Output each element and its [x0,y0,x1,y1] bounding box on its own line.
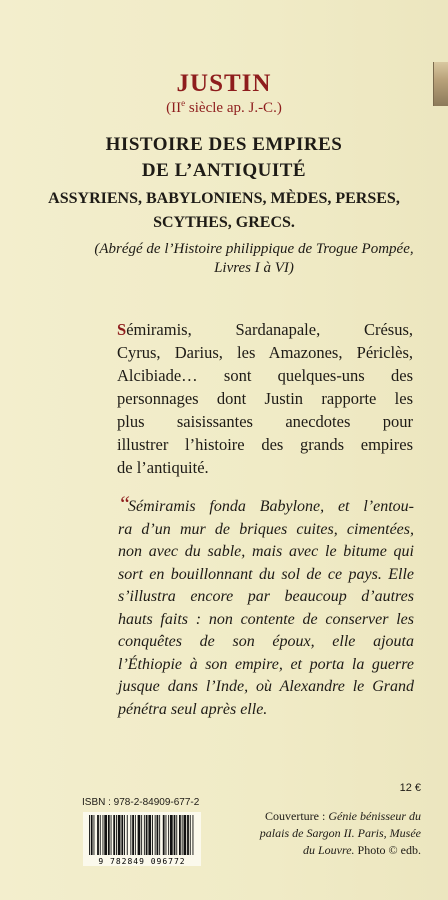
quote-line: sort en bouillonnant du sol de ce pays. Elle [118,565,414,583]
subtitle-peoples-line1: ASSYRIENS, BABYLONIENS, MÈDES, PERSES, [48,190,400,207]
barcode-bar [141,815,142,855]
barcode-bar [132,815,134,855]
book-title-line1: HISTOIRE DES EMPIRES [105,134,343,155]
quote-line: non avec du sable, mais avec le bitume qui [118,543,414,560]
summary-line-text: émiramis, Sardanapale, Crésus, [126,320,413,339]
barcode-bar [187,815,189,855]
abridgement-line2: Livres I à VI) [214,260,294,276]
credit-artwork-1: Génie bénisseur du [328,809,421,823]
abridgement-note [68,240,440,278]
opening-quote-mark: “ [118,491,131,516]
barcode-bar [108,815,110,855]
barcode-graphic [83,812,201,866]
barcode-bar [135,815,136,855]
barcode-bar [116,815,117,855]
barcode-digits: 9 782849 096772 [98,857,186,866]
barcode-bar [124,815,125,855]
quote-line: hauts faits : non contente de conserver les [118,610,414,628]
barcode-bar [157,815,159,855]
summary-line: personnages dont Justin rapporte les [117,389,413,408]
barcode-bar [121,815,123,855]
summary-line: illustrer l’histoire des grands empires [117,435,413,454]
barcode-bar [163,815,165,855]
excerpt-quote [118,491,414,721]
credit-line1 [221,808,421,825]
barcode-bar [113,815,115,855]
author-era [0,98,448,117]
barcode [83,812,201,866]
barcode-bar [179,815,181,855]
summary-paragraph [117,318,413,479]
summary-line [117,318,413,341]
cover-credit [221,808,421,859]
barcode-bar [155,815,156,855]
barcode-bar [174,815,176,855]
quote-line: l’Éthiopie à son empire, et porta la guerre [118,655,414,673]
barcode-bar [182,815,183,855]
barcode-bar [144,815,145,855]
barcode-bar [111,815,112,855]
summary-line: Alcibiade… sont quelques-uns des [117,366,413,385]
price-label: 12 € [399,782,421,794]
barcode-bar [118,815,121,855]
book-title-line2: DE L’ANTIQUITÉ [141,160,307,181]
quote-line: pénétra seul après elle. [118,700,268,718]
barcode-bar [159,815,160,855]
barcode-bar [127,815,128,855]
barcode-bars [89,815,193,855]
isbn-label: ISBN : 978-2-84909-677-2 [82,797,200,808]
barcode-bar [152,815,153,855]
barcode-bar [168,815,169,855]
author-name: JUSTIN [176,70,272,97]
summary-line: de l’antiquité. [117,458,209,477]
credit-line3 [221,842,421,859]
drop-cap: S [117,320,127,339]
quote-line: s’illustra encore par beaucoup d’autres [118,588,414,605]
credit-artwork-3: du Louvre. [302,843,355,857]
barcode-bar [184,815,187,855]
summary-line: Cyrus, Darius, les Amazones, Périclès, [117,343,413,362]
credit-photo: Photo © edb. [354,843,421,857]
barcode-bar [190,815,191,855]
barcode-bar [166,815,167,855]
barcode-bar [148,815,151,855]
barcode-bar [94,815,95,855]
abridgement-line1: (Abrégé de l’Histoire philippique de Trogue Pompée, [94,241,414,257]
barcode-bar [97,815,99,855]
quote-line: conquêtes de son époux, elle ajouta [118,633,414,650]
barcode-bar [146,815,148,855]
summary-line: plus saisissantes anecdotes pour [117,412,413,431]
era-superscript: e [181,98,186,108]
quote-line: ra d’un mur de briques cuites, cimentées, [118,520,414,538]
barcode-bar [100,815,101,855]
barcode-bar [130,815,131,855]
credit-line2: palais de Sargon II. Paris, Musée [259,826,421,840]
quote-line: jusque dans l’Inde, où Alexandre le Grand [118,678,414,695]
barcode-bar [91,815,93,855]
barcode-bar [138,815,141,855]
barcode-bar [89,815,90,855]
credit-label: Couverture : [265,809,329,823]
barcode-bar [170,815,173,855]
era-prefix: (II [166,100,182,116]
era-suffix: siècle ap. J.-C.) [185,100,282,116]
barcode-bar [176,815,177,855]
barcode-bar [193,815,194,855]
quote-line: Sémiramis fonda Babylone, et l’entou- [128,498,414,515]
subtitle-peoples-line2: SCYTHES, GRECS. [153,214,295,231]
barcode-bar [104,815,107,855]
barcode-bar [103,815,104,855]
